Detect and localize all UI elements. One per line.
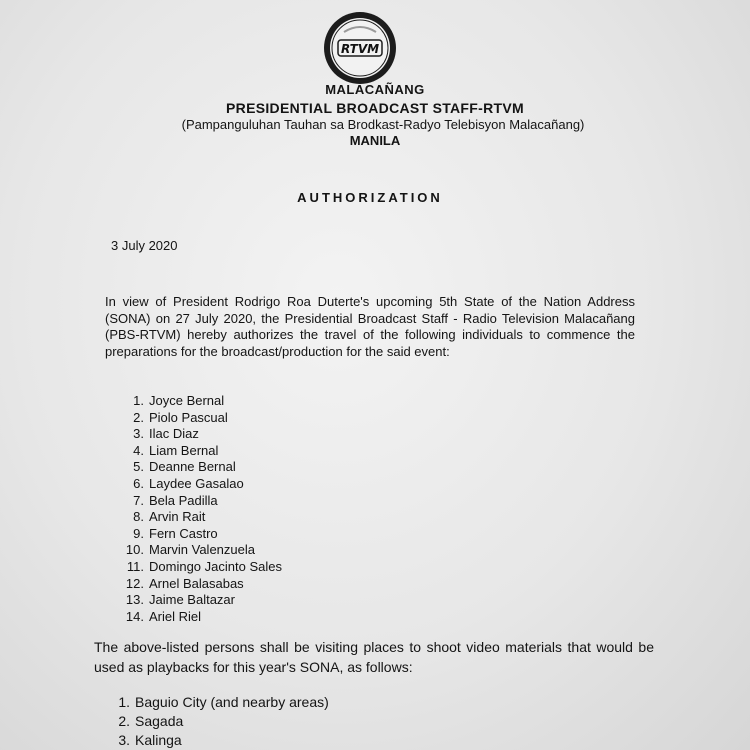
list-number: 1. — [133, 393, 144, 408]
list-number: 14. — [125, 608, 144, 624]
list-item — [116, 712, 329, 731]
person-name: Ariel Riel — [149, 608, 202, 624]
office-name: MALACAÑANG — [325, 82, 425, 97]
person-name: Domingo Jacinto Sales — [149, 558, 282, 574]
list-item — [120, 493, 282, 510]
document-title: AUTHORIZATION — [297, 190, 443, 205]
list-number: 2. — [118, 713, 130, 729]
list-number: 11. — [126, 558, 144, 574]
list-number: 5. — [133, 459, 144, 475]
list-item — [120, 410, 282, 427]
list-item — [120, 542, 282, 559]
list-number: 7. — [133, 492, 144, 508]
places-list — [116, 693, 329, 750]
list-number: 4. — [133, 442, 144, 458]
list-item — [120, 576, 282, 593]
list-number: 6. — [133, 475, 144, 491]
list-number: 10. — [125, 542, 144, 558]
list-item — [116, 731, 329, 750]
list-item — [120, 509, 282, 526]
agency-name: PRESIDENTIAL BROADCAST STAFF-RTVM — [226, 100, 524, 116]
list-item — [120, 393, 282, 410]
person-name: Bela Padilla — [149, 492, 218, 508]
person-name: Laydee Gasalao — [149, 475, 244, 491]
person-name: Jaime Baltazar — [149, 592, 235, 608]
followup-paragraph: The above-listed persons shall be visiting places to shoot video materials that would be used as playbacks for this year's SONA, as follows: — [94, 639, 654, 675]
list-number: 8. — [133, 509, 144, 525]
person-name: Joyce Bernal — [149, 393, 225, 408]
person-name: Fern Castro — [149, 525, 218, 541]
list-item — [120, 476, 282, 493]
rtvm-seal-logo — [322, 10, 398, 86]
list-item — [120, 443, 282, 460]
list-item — [120, 559, 282, 576]
list-item — [120, 592, 282, 609]
person-name: Marvin Valenzuela — [149, 542, 255, 558]
agency-native-name: (Pampanguluhan Tauhan sa Brodkast-Radyo Telebisyon Malacañang) — [181, 117, 585, 132]
person-name: Ilac Diaz — [149, 426, 199, 442]
logo-text: RTVM — [340, 42, 380, 56]
document-date: 3 July 2020 — [111, 238, 178, 253]
list-number: 1. — [118, 694, 130, 710]
place-name: Baguio City (and nearby areas) — [135, 694, 329, 710]
person-name: Arvin Rait — [149, 509, 206, 525]
list-item — [120, 609, 282, 626]
person-name: Arnel Balasabas — [149, 575, 244, 591]
list-item — [120, 526, 282, 543]
city-name: MANILA — [349, 133, 401, 148]
list-number: 3. — [133, 426, 144, 442]
authorized-persons-list — [120, 393, 282, 625]
place-name: Sagada — [135, 713, 184, 729]
list-item — [120, 426, 282, 443]
intro-paragraph: In view of President Rodrigo Roa Duterte's upcoming 5th State of the Nation Address (SONA) on 27 July 2020, the Presidential Broadcast Staff - Radio Television Malacañang (PBS-RTVM) hereby authorizes the travel of the following individuals to commence the preparations for the broadcast/production for the said event: — [105, 294, 635, 359]
place-name: Kalinga — [135, 732, 182, 748]
list-item — [120, 459, 282, 476]
list-item — [116, 693, 329, 712]
list-number: 2. — [133, 409, 144, 425]
person-name: Piolo Pascual — [149, 409, 228, 425]
list-number: 13. — [125, 592, 144, 608]
list-number: 12. — [125, 575, 144, 591]
list-number: 3. — [118, 732, 130, 748]
person-name: Liam Bernal — [149, 442, 219, 458]
list-number: 9. — [133, 525, 144, 541]
person-name: Deanne Bernal — [149, 459, 236, 475]
